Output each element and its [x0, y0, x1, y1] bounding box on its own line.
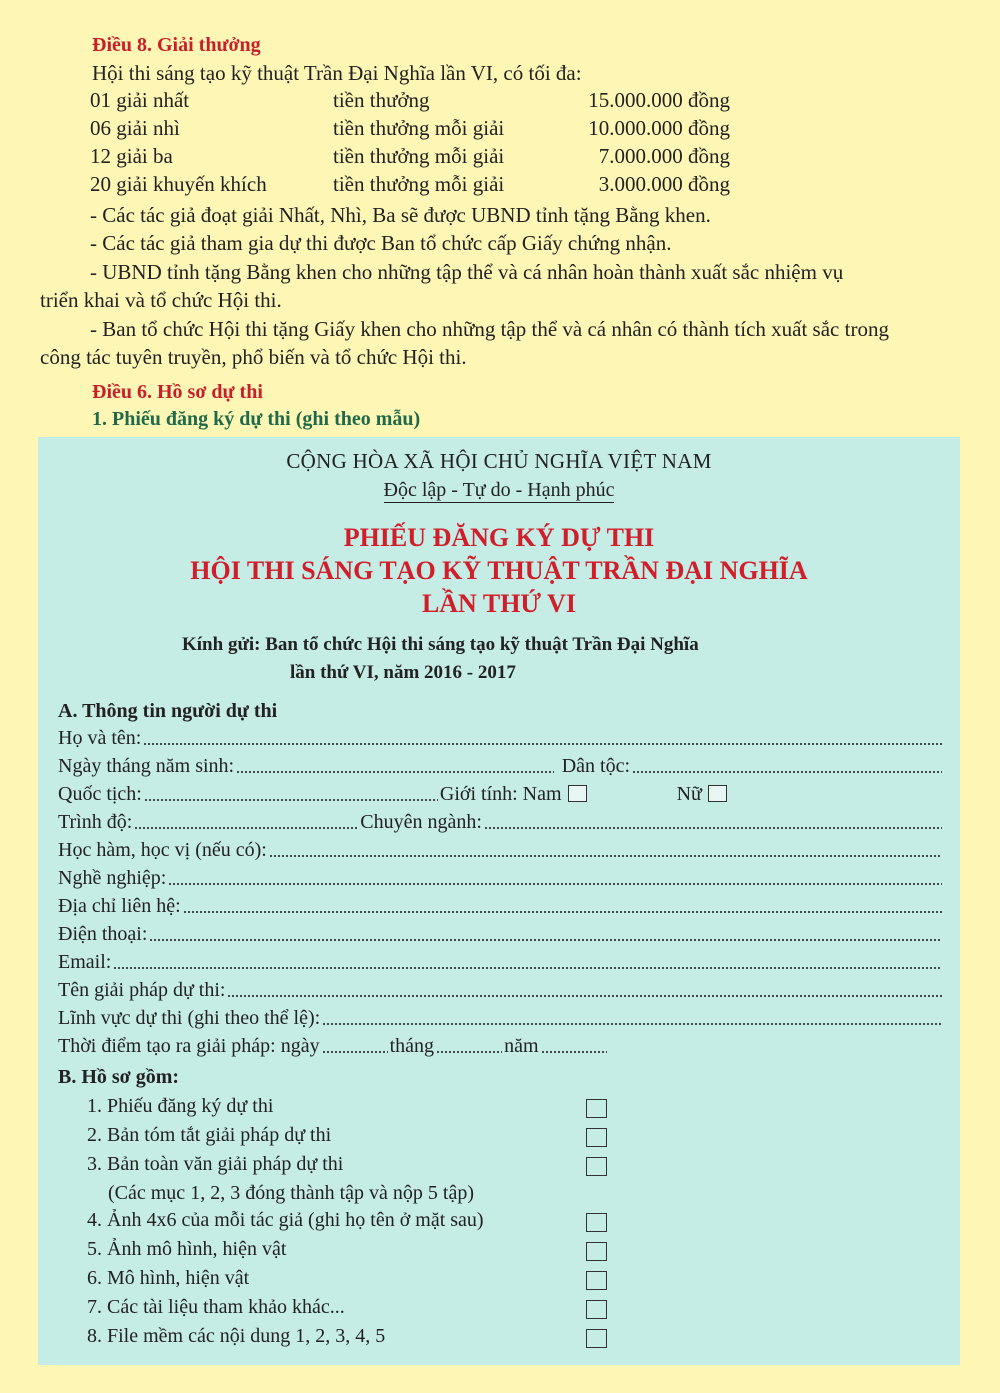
female-checkbox[interactable]: [708, 785, 727, 802]
fill-line[interactable]: [144, 782, 438, 802]
fill-line[interactable]: [134, 810, 358, 830]
document-checkbox[interactable]: [586, 1242, 607, 1261]
document-item: 8. File mềm các nội dung 1, 2, 3, 4, 5: [87, 1325, 386, 1347]
paragraph: - Các tác giả tham gia dự thi được Ban tổ chức cấp Giấy chứng nhận.: [90, 231, 672, 255]
document-checkbox[interactable]: [586, 1300, 607, 1319]
motto-text: Độc lập - Tự do - Hạnh phúc: [383, 479, 615, 501]
paragraph: công tác tuyên truyền, phổ biến và tổ chức Hội thi.: [40, 345, 467, 369]
field-label: Điện thoại:: [58, 923, 148, 945]
document-checkbox[interactable]: [586, 1271, 607, 1290]
field-label: Nữ: [676, 783, 702, 805]
addressee-line: Kính gửi: Ban tổ chức Hội thi sáng tạo kỹ thuật Trần Đại Nghĩa: [182, 634, 699, 655]
prize-rank: 06 giải nhì: [90, 116, 180, 140]
prize-desc: tiền thưởng mỗi giải: [333, 144, 505, 168]
field-solution-name[interactable]: [58, 976, 944, 1002]
fill-line[interactable]: [149, 922, 942, 942]
article8-heading: Điều 8. Giải thưởng: [92, 34, 261, 56]
document-item: 1. Phiếu đăng ký dự thi: [87, 1095, 274, 1117]
section-b-title: B. Hồ sơ gồm:: [58, 1066, 180, 1088]
republic-title: CỘNG HÒA XÃ HỘI CHỦ NGHĨA VIỆT NAM: [286, 449, 712, 473]
document-checkbox[interactable]: [586, 1157, 607, 1176]
document-item: 3. Bản toàn văn giải pháp dự thi: [87, 1153, 344, 1175]
field-label: năm: [504, 1035, 539, 1057]
document-item: 7. Các tài liệu tham khảo khác...: [87, 1296, 345, 1318]
prize-rank: 20 giải khuyến khích: [90, 172, 267, 196]
registration-form: [38, 437, 960, 1365]
field-label: Địa chỉ liên hệ:: [58, 895, 181, 917]
fill-line[interactable]: [322, 1006, 942, 1026]
field-label: Chuyên ngành:: [360, 811, 482, 833]
fill-line[interactable]: [183, 894, 942, 914]
document-checkbox[interactable]: [586, 1213, 607, 1232]
field-creation-date[interactable]: [58, 1032, 944, 1058]
prize-rank: 01 giải nhất: [90, 88, 190, 112]
fill-line[interactable]: [143, 726, 942, 746]
prize-desc: tiền thưởng mỗi giải: [333, 116, 505, 140]
document-note: (Các mục 1, 2, 3 đóng thành tập và nộp 5 tập): [108, 1182, 475, 1204]
field-label: Lĩnh vực dự thi (ghi theo thể lệ):: [58, 1007, 321, 1029]
addressee-line: lần thứ VI, năm 2016 - 2017: [290, 662, 516, 683]
field-label: Giới tính: Nam: [439, 783, 562, 805]
field-label: Quốc tịch:: [58, 783, 142, 805]
field-level[interactable]: [58, 808, 944, 834]
paragraph: triển khai và tổ chức Hội thi.: [40, 288, 282, 312]
form-title: LẦN THỨ VI: [421, 589, 577, 618]
document-item: 5. Ảnh mô hình, hiện vật: [87, 1238, 287, 1260]
form-title: HỘI THI SÁNG TẠO KỸ THUẬT TRẦN ĐẠI NGHĨA: [190, 556, 808, 585]
field-label: Trình độ:: [58, 811, 133, 833]
fill-line[interactable]: [113, 950, 942, 970]
article6-subheading: 1. Phiếu đăng ký dự thi (ghi theo mẫu): [92, 408, 421, 430]
fill-line[interactable]: [168, 866, 942, 886]
field-label: Ngày tháng năm sinh:: [58, 755, 235, 777]
document-checkbox[interactable]: [586, 1128, 607, 1147]
prize-amount: 15.000.000 đồng: [588, 88, 730, 112]
document-checkbox[interactable]: [586, 1329, 607, 1348]
fill-line[interactable]: [236, 754, 554, 774]
field-name[interactable]: [58, 724, 944, 750]
document-checkbox[interactable]: [586, 1099, 607, 1118]
field-job[interactable]: [58, 864, 944, 890]
prize-rank: 12 giải ba: [90, 144, 173, 168]
field-address[interactable]: [58, 892, 944, 918]
field-label: tháng: [389, 1035, 435, 1057]
fill-line[interactable]: [322, 1034, 388, 1054]
prize-amount: 7.000.000 đồng: [598, 144, 730, 168]
fill-line[interactable]: [436, 1034, 502, 1054]
field-label: Email:: [58, 951, 112, 973]
field-label: Tên giải pháp dự thi:: [58, 979, 226, 1001]
article8-intro: Hội thi sáng tạo kỹ thuật Trần Đại Nghĩa lần VI, có tối đa:: [92, 61, 582, 85]
paragraph: - UBND tỉnh tặng Bằng khen cho những tập thể và cá nhân hoàn thành xuất sắc nhiệm vụ: [90, 260, 844, 284]
field-label: Dân tộc:: [561, 755, 630, 777]
form-title: PHIẾU ĐĂNG KÝ DỰ THI: [343, 523, 655, 552]
document-item: 6. Mô hình, hiện vật: [87, 1267, 250, 1289]
prize-amount: 10.000.000 đồng: [588, 116, 730, 140]
field-label: Học hàm, học vị (nếu có):: [58, 839, 267, 861]
fill-line[interactable]: [227, 978, 942, 998]
field-degree[interactable]: [58, 836, 944, 862]
fill-line[interactable]: [541, 1034, 607, 1054]
field-label: Thời điểm tạo ra giải pháp: ngày: [58, 1035, 320, 1057]
prize-desc: tiền thưởng: [333, 88, 430, 112]
prize-desc: tiền thưởng mỗi giải: [333, 172, 505, 196]
prize-amount: 3.000.000 đồng: [598, 172, 730, 196]
article6-heading: Điều 6. Hồ sơ dự thi: [92, 381, 263, 403]
male-checkbox[interactable]: [568, 785, 587, 802]
document-item: 4. Ảnh 4x6 của mỗi tác giả (ghi họ tên ở mặt sau): [87, 1209, 484, 1231]
field-email[interactable]: [58, 948, 944, 974]
field-label: Nghề nghiệp:: [58, 867, 167, 889]
field-label: Họ và tên:: [58, 727, 142, 749]
field-category[interactable]: [58, 1004, 944, 1030]
field-phone[interactable]: [58, 920, 944, 946]
fill-line[interactable]: [632, 754, 942, 774]
field-dob[interactable]: [58, 752, 944, 778]
national-motto: [38, 479, 960, 502]
section-a-title: A. Thông tin người dự thi: [58, 700, 278, 722]
fill-line[interactable]: [269, 838, 942, 858]
paragraph: - Các tác giả đoạt giải Nhất, Nhì, Ba sẽ được UBND tỉnh tặng Bằng khen.: [90, 203, 711, 227]
field-nationality[interactable]: [58, 780, 944, 806]
document-item: 2. Bản tóm tắt giải pháp dự thi: [87, 1124, 332, 1146]
fill-line[interactable]: [484, 810, 942, 830]
paragraph: - Ban tổ chức Hội thi tặng Giấy khen cho những tập thể và cá nhân có thành tích xuất sắc trong: [90, 317, 889, 341]
